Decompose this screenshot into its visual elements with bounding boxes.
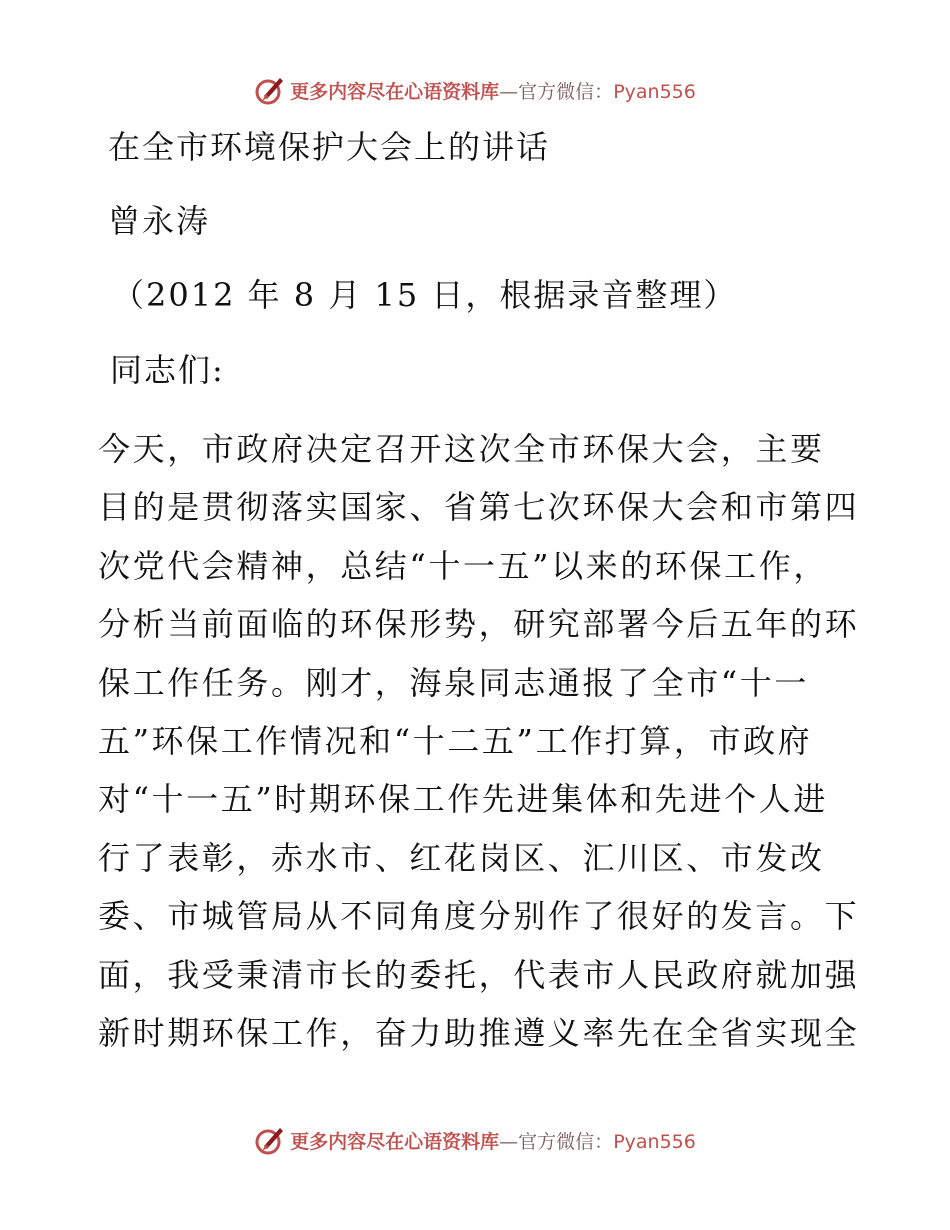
body-line: 五”环保工作情况和“十二五”工作打算，市政府 bbox=[98, 722, 813, 761]
watermark-dash: — bbox=[499, 1130, 519, 1153]
body-line: 保工作任务。刚才，海泉同志通报了全市“十一 bbox=[98, 663, 809, 702]
body-line: 今天，市政府决定召开这次全市环保大会，主要 bbox=[98, 430, 825, 468]
quill-logo-icon bbox=[254, 1124, 286, 1156]
quill-logo-icon bbox=[254, 74, 286, 106]
footer-watermark bbox=[0, 1120, 950, 1160]
watermark-wechat-id: Pyan556 bbox=[613, 80, 696, 103]
watermark-wechat-label: 官方微信： bbox=[518, 80, 614, 103]
body-line: 对“十一五”时期环保工作先进集体和先进个人进 bbox=[98, 780, 828, 819]
document-date-note: （2012 年 8 月 15 日，根据录音整理） bbox=[112, 276, 738, 314]
body-line: 新时期环保工作，奋力助推遵义率先在全省实现全 bbox=[98, 1014, 860, 1053]
document-author: 曾永涛 bbox=[108, 202, 211, 240]
body-line: 分析当前面临的环保形势，研究部署今后五年的环 bbox=[98, 605, 860, 644]
watermark-dash: — bbox=[499, 80, 519, 103]
watermark-site-name: 更多内容尽在心语资料库 bbox=[290, 80, 500, 103]
body-line: 目的是贯彻落实国家、省第七次环保大会和市第四 bbox=[98, 488, 860, 527]
body-line: 面，我受秉清市长的委托，代表市人民政府就加强 bbox=[98, 955, 860, 994]
body-line: 行了表彰，赤水市、红花岗区、汇川区、市发改 bbox=[98, 838, 825, 877]
document-title: 在全市环境保护大会上的讲话 bbox=[108, 128, 551, 166]
watermark-wechat-id: Pyan556 bbox=[613, 1130, 696, 1153]
body-line: 次党代会精神，总结“十一五”以来的环保工作， bbox=[98, 546, 828, 585]
body-line: 委、市城管局从不同角度分别作了很好的发言。下 bbox=[98, 897, 860, 936]
document-salutation: 同志们: bbox=[110, 351, 225, 389]
header-watermark bbox=[0, 70, 950, 110]
watermark-wechat-label: 官方微信： bbox=[518, 1130, 614, 1153]
document-body bbox=[98, 420, 858, 1062]
watermark-site-name: 更多内容尽在心语资料库 bbox=[290, 1130, 500, 1153]
